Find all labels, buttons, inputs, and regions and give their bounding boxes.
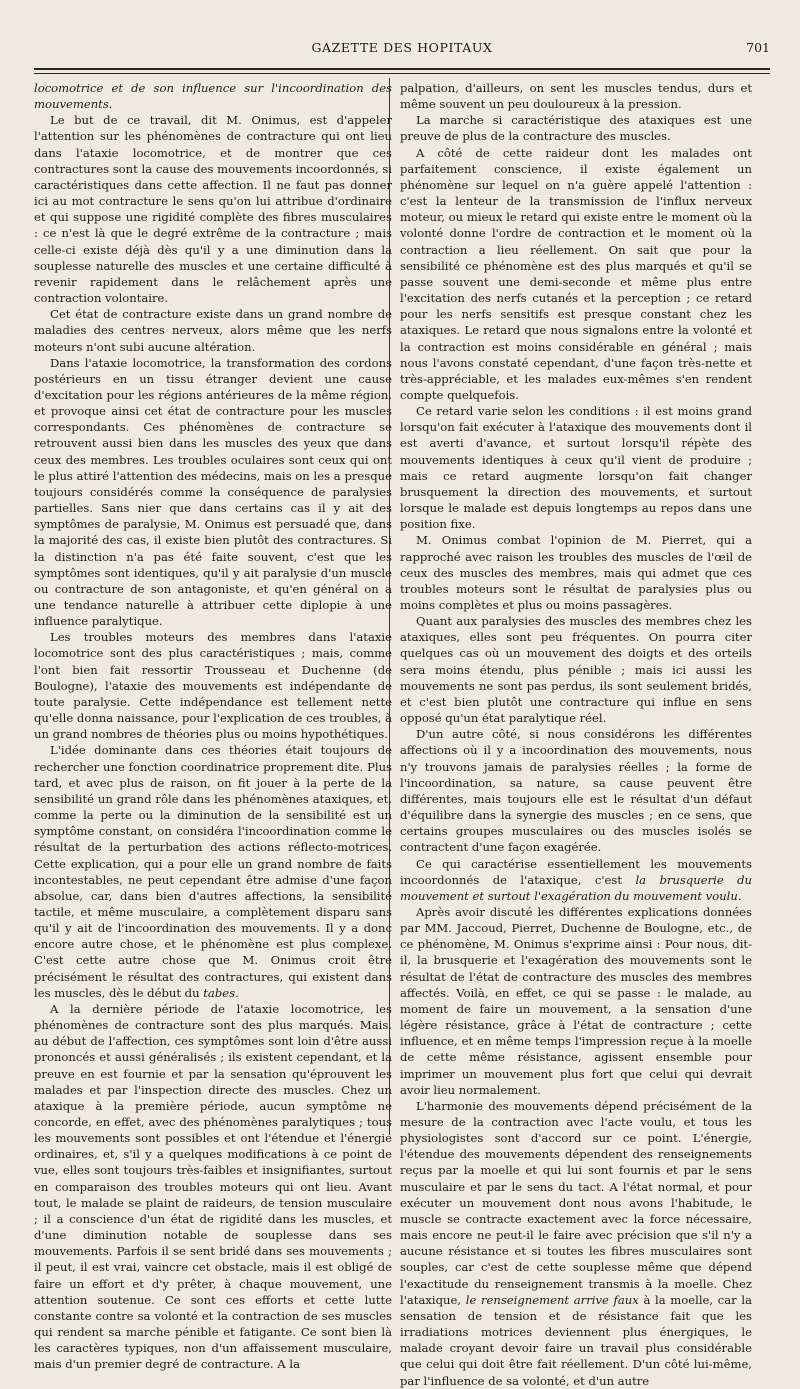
paragraph: L'harmonie des mouvements dépend précisément de la mesure de la contraction avec l'acte voulu, et tous les physiologistes sont d'accord sur ce point. L'énergie, l'étendue des mouvements dépendent des renseignements reçus par la moelle et qui lui sont fournis et par le sens musculaire et par le sens du tact. A l'état normal, et pour exécuter un mouvement dont nous avons l'habitude, le muscle se contracte exactement avec la force nécessaire, mais encore ne peut-il le faire avec précision que s'il n'y a aucune résistance et si toutes les fibres musculaires sont souples, car c'est de cette souplesse même que dépend l'exactitude du renseignement transmis à la moelle. Chez l'ataxique, le renseignement arrive faux à la moelle, car la sensation de tension et de résistance fait que les irradiations motrices deviennent plus énergiques, le malade croyant devoir faire un travail plus considérable que celui qui doit être fait réellement. D'un côté lui-même, par l'influence de sa volonté, et d'un autre (400, 1098, 753, 1388)
paragraph: Les troubles moteurs des membres dans l'ataxie locomotrice sont des plus caractéristiques ; mais, comme l'ont bien fait ressortir Trousseau et Duchenne (de Boulogne), l'ataxie des mouvements est indépendante de toute paralysie. Cette indépendance est tellement nette qu'elle donna naissance, pour l'explication de ces troubles, à un grand nombres de théories plus ou moins hypothétiques. (34, 630, 392, 742)
paragraph: La marche si caractéristique des ataxiques est une preuve de plus de la contracture des muscles. (400, 113, 752, 144)
header-rule-thick (34, 68, 770, 70)
page-number: 701 (746, 40, 770, 55)
paragraph: A la dernière période de l'ataxie locomotrice, les phénomènes de contracture sont des plus marqués. Mais, au début de l'affection, ces symptômes sont loin d'être aussi prononcés et aussi généralisés ; ils existent cependant, et la preuve en est fournie et par la sensation qu'éprouvent les malades et par l'inspection directe des muscles. Chez un ataxique à la première période, aucun symptôme ne concorde, en effet, avec des phénomènes paralytiques ; tous les mouvements sont possibles et ont l'étendue et l'énergie ordinaires, et, s'il y a quelques modifications à ce point de vue, elles sont toujours très-faibles et insignifiantes, surtout en comparaison des troubles moteurs qui ont lieu. Avant tout, le malade se plaint de raideurs, de tension musculaire ; il a conscience d'un état de rigidité dans les muscles, et d'une diminution notable de souplesse dans ses mouvements. Parfois il se sent bridé dans ses mouvements ; il peut, il est vrai, vaincre cet obstacle, mais il est obligé de faire un effort et d'y prêter, à chaque mouvement, une attention soutenue. Ce sont ces efforts et cette lutte constante contre sa volonté et la contraction de ses muscles qui rendent sa marche pénible et fatigante. Ce sont bien là les caractères typiques, non d'un affaissement musculaire, mais d'un premier degré de contracture. A la (34, 1001, 392, 1372)
paragraph: A côté de cette raideur dont les malades ont parfaitement conscience, il existe également un phénomène sur lequel on n'a guère appelé l'attention : c'est la lenteur de la transmission de l'influx nerveux moteur, ou mieux le retard qui existe entre le moment où la volonté donne l'ordre de contraction et le moment où la contraction a lieu réellement. On sait que pour la sensibilité ce phénomène est des plus marqués et qu'il se passe souvent une demi-seconde et même plus entre l'excitation des nerfs cutanés et la perception ; ce retard pour les nerfs sensitifs est presque constant chez les ataxiques. Le retard que nous signalons entre la volonté et la contraction est moins considérable en général ; mais nous l'avons constaté cependant, d'une façon très-nette et très-appréciable, et les malades eux-mêmes s'en rendent compte quelquefois. (400, 145, 752, 402)
paragraph: Quant aux paralysies des muscles des membres chez les ataxiques, elles sont peu fréquentes. On pourra citer quelques cas où un mouvement des doigts et des orteils sera moins étendu, plus pénible ; mais ici aussi les mouvements ne sont pas perdus, ils sont seulement bridés, et c'est bien plutôt une contracture qui influe en sens opposé qu'un état paralytique réel. (400, 614, 752, 726)
section-title-continued: locomotrice et de son influence sur l'incoordination des mouvements. (34, 81, 392, 112)
header-rule-thin (34, 73, 770, 74)
paragraph: Ce retard varie selon les conditions : il est moins grand lorsqu'on fait exécuter à l'ataxique des mouvements dont il est averti d'avance, et surtout lorsqu'il répète des mouvements identiques à ceux qu'il vient de produire ; mais ce retard augmente lorsqu'on fait changer brusquement la direction des mouvements, et surtout lorsque le malade est depuis longtemps au repos dans une position fixe. (400, 404, 752, 532)
right-column (400, 80, 753, 1388)
paragraph: Le but de ce travail, dit M. Onimus, est d'appeler l'attention sur les phénomènes de contracture qui ont lieu dans l'ataxie locomotrice, et de montrer que ces contractures sont la cause des mouvements incoordonnés, si caractéristiques dans cette affection. Il ne faut pas donner ici au mot contracture le sens qu'on lui attribue d'ordinaire et qui suppose une rigidité complète des fibres musculaires : ce n'est là que le degré extrême de la contracture ; mais celle-ci existe déjà dès qu'il y a une diminution dans la souplesse naturelle des muscles et une certaine difficulté à revenir rapidement dans le relâchement après une contraction volontaire. (34, 113, 392, 306)
running-title: GAZETTE DES HOPITAUX (311, 40, 493, 55)
paragraph: Après avoir discuté les différentes explications données par MM. Jaccoud, Pierret, Duchenne de Boulogne, etc., de ce phénomène, M. Onimus s'exprime ainsi : Pour nous, dit-il, la brusquerie et l'exagération des mouvements sont le résultat de l'état de contracture des muscles des membres affectés. Voilà, en effet, ce qui se passe : le malade, au moment de faire un mouvement, a la sensation d'une légère résistance, grâce à l'état de contracture ; cette influence, et en même temps l'impression reçue à la moelle de cette même résistance, agissent ensemble pour imprimer un mouvement plus fort que celui qui devrait avoir lieu normalement. (400, 904, 752, 1097)
left-column (34, 80, 392, 1372)
page-header (34, 40, 770, 62)
paragraph: Ce qui caractérise essentiellement les mouvements incoordonnés de l'ataxique, c'est la brusquerie du mouvement et surtout l'exagération du mouvement voulu. (400, 856, 752, 903)
paragraph-continued: palpation, d'ailleurs, on sent les muscles tendus, durs et même souvent un peu douloureux à la pression. (400, 81, 752, 112)
paragraph: M. Onimus combat l'opinion de M. Pierret, qui a rapproché avec raison les troubles des muscles de l'œil de ceux des muscles des membres, mais qui admet que ces troubles moteurs sont le résultat de paralysies plus ou moins complètes et plus ou moins passagères. (400, 533, 752, 612)
column-divider (389, 78, 390, 1135)
paragraph: L'idée dominante dans ces théories était toujours de rechercher une fonction coordinatrice proprement dite. Plus tard, et avec plus de raison, on fit jouer à la perte de la sensibilité un grand rôle dans les phénomènes ataxiques, et, comme la perte ou la diminution de la sensibilité est un symptôme constant, on considéra l'incoordination comme le résultat de la perturbation des actions réflecto-motrices. Cette explication, qui a pour elle un grand nombre de faits incontestables, ne peut cependant être admise d'une façon absolue, car, dans bien d'autres affections, la sensibilité tactile, et même musculaire, a complètement disparu sans qu'il y ait de l'incoordination des mouvements. Il y a donc encore autre chose, et le phénomène est plus complexe. C'est cette autre chose que M. Onimus croit être précisément le résultat des contractures, qui existent dans les muscles, dès le début du tabes. (34, 743, 392, 1000)
paragraph: D'un autre côté, si nous considérons les différentes affections où il y a incoordination des mouvements, nous n'y trouvons jamais de paralysies réelles ; la forme de l'incoordination, sa nature, sa cause peuvent être différentes, mais toujours elle est le résultat d'un défaut d'équilibre dans la synergie des muscles ; en ce sens, que certains groupes musculaires ou des muscles isolés se contractent d'une façon exagérée. (400, 727, 752, 855)
paragraph: Cet état de contracture existe dans un grand nombre de maladies des centres nerveux, alors même que les nerfs moteurs n'ont subi aucune altération. (34, 307, 392, 354)
paragraph: Dans l'ataxie locomotrice, la transformation des cordons postérieurs en un tissu étranger devient une cause d'excitation pour les régions antérieures de la même région, et provoque ainsi cet état de contracture pour les muscles correspondants. Ces phénomènes de contracture se retrouvent aussi bien dans les muscles des yeux que dans ceux des membres. Les troubles oculaires sont ceux qui ont le plus attiré l'attention des médecins, mais on les a presque toujours considérés comme la conséquence de paralysies partielles. Sans nier que dans certains cas il y ait des symptômes de paralysie, M. Onimus est persuadé que, dans la majorité des cas, il existe bien plutôt des contractures. Si la distinction n'a pas été faite souvent, c'est que les symptômes sont identiques, qu'il y ait paralysie d'un muscle ou contracture de son antagoniste, et qu'en général on a une tendance naturelle à attribuer cette diplopie à une influence paralytique. (34, 355, 392, 629)
